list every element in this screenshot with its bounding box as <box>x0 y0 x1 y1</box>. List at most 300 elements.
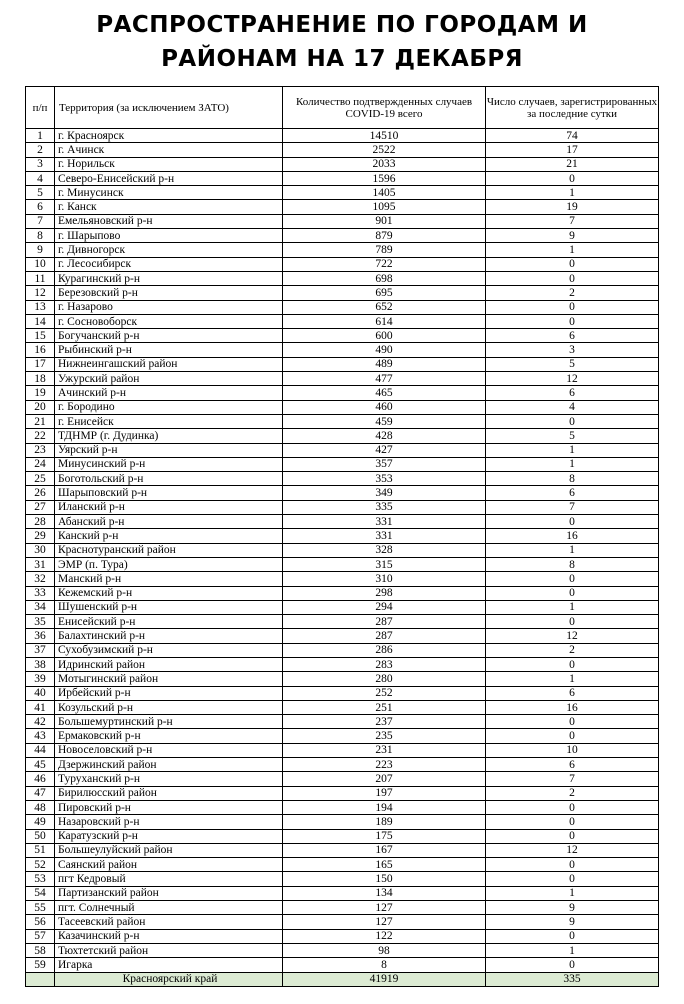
row-territory: Ужурский район <box>55 372 283 386</box>
page-title <box>0 8 684 76</box>
table-row <box>26 657 659 671</box>
row-total: 197 <box>283 786 486 800</box>
row-num: 36 <box>26 629 55 643</box>
row-total: 614 <box>283 314 486 328</box>
row-day: 0 <box>486 715 659 729</box>
row-total: 134 <box>283 886 486 900</box>
row-territory: г. Дивногорск <box>55 243 283 257</box>
row-num: 2 <box>26 143 55 157</box>
row-total: 98 <box>283 943 486 957</box>
table-row <box>26 872 659 886</box>
table-header <box>26 87 659 129</box>
row-num: 31 <box>26 557 55 571</box>
table-row <box>26 400 659 414</box>
row-territory: Северо-Енисейский р-н <box>55 171 283 185</box>
row-territory: Мотыгинский район <box>55 672 283 686</box>
row-territory: Назаровский р-н <box>55 815 283 829</box>
row-territory: Уярский р-н <box>55 443 283 457</box>
row-num: 18 <box>26 372 55 386</box>
table-row <box>26 229 659 243</box>
row-num: 9 <box>26 243 55 257</box>
table-row <box>26 486 659 500</box>
row-territory: Тюхтетский район <box>55 943 283 957</box>
row-day: 8 <box>486 557 659 571</box>
row-day: 0 <box>486 729 659 743</box>
row-total: 127 <box>283 915 486 929</box>
row-total: 901 <box>283 214 486 228</box>
row-territory: Нижнеингашский район <box>55 357 283 371</box>
row-territory: Козульский р-н <box>55 700 283 714</box>
title-line-2: РАЙОНАМ НА 17 ДЕКАБРЯ <box>161 46 523 72</box>
row-total: 2033 <box>283 157 486 171</box>
row-total: 1095 <box>283 200 486 214</box>
row-territory: Канский р-н <box>55 529 283 543</box>
row-num: 55 <box>26 901 55 915</box>
row-num: 1 <box>26 129 55 143</box>
row-total: 189 <box>283 815 486 829</box>
row-territory: пгт. Солнечный <box>55 901 283 915</box>
row-num: 42 <box>26 715 55 729</box>
row-day: 6 <box>486 329 659 343</box>
row-territory: Березовский р-н <box>55 286 283 300</box>
row-day: 2 <box>486 786 659 800</box>
row-territory: г. Лесосибирск <box>55 257 283 271</box>
table-row <box>26 958 659 972</box>
row-total: 331 <box>283 515 486 529</box>
row-territory: Минусинский р-н <box>55 457 283 471</box>
row-territory: г. Канск <box>55 200 283 214</box>
row-territory: г. Сосновоборск <box>55 314 283 328</box>
table-row <box>26 758 659 772</box>
table-row <box>26 915 659 929</box>
row-day: 7 <box>486 214 659 228</box>
table-row <box>26 586 659 600</box>
row-territory: Ермаковский р-н <box>55 729 283 743</box>
row-num: 46 <box>26 772 55 786</box>
row-day: 0 <box>486 872 659 886</box>
table-row <box>26 171 659 185</box>
row-total: 349 <box>283 486 486 500</box>
row-day: 0 <box>486 800 659 814</box>
row-day: 1 <box>486 443 659 457</box>
table-row <box>26 686 659 700</box>
header-total: Количество подтвержденных случаев COVID-19 всего <box>283 87 486 129</box>
row-territory: Ирбейский р-н <box>55 686 283 700</box>
row-num: 20 <box>26 400 55 414</box>
row-day: 0 <box>486 657 659 671</box>
row-day: 4 <box>486 400 659 414</box>
table-row <box>26 557 659 571</box>
row-day: 3 <box>486 343 659 357</box>
row-day: 0 <box>486 929 659 943</box>
table-row <box>26 543 659 557</box>
row-total: 652 <box>283 300 486 314</box>
row-territory: Саянский район <box>55 858 283 872</box>
row-num: 25 <box>26 472 55 486</box>
row-territory: Рыбинский р-н <box>55 343 283 357</box>
row-territory: Бирилюсский район <box>55 786 283 800</box>
row-num: 12 <box>26 286 55 300</box>
row-day: 1 <box>486 600 659 614</box>
row-num: 24 <box>26 457 55 471</box>
row-num: 8 <box>26 229 55 243</box>
row-day: 6 <box>486 386 659 400</box>
row-num: 19 <box>26 386 55 400</box>
row-day: 1 <box>486 457 659 471</box>
row-total: 294 <box>283 600 486 614</box>
table-row <box>26 214 659 228</box>
row-num: 10 <box>26 257 55 271</box>
table-row <box>26 672 659 686</box>
row-day: 6 <box>486 758 659 772</box>
row-num: 49 <box>26 815 55 829</box>
row-total: 459 <box>283 414 486 428</box>
row-total: 122 <box>283 929 486 943</box>
table-row <box>26 129 659 143</box>
table-row <box>26 457 659 471</box>
row-num: 6 <box>26 200 55 214</box>
row-territory: Абанский р-н <box>55 515 283 529</box>
row-day: 21 <box>486 157 659 171</box>
row-total: 460 <box>283 400 486 414</box>
row-num: 33 <box>26 586 55 600</box>
row-territory: г. Ачинск <box>55 143 283 157</box>
row-total: 695 <box>283 286 486 300</box>
row-total: 207 <box>283 772 486 786</box>
table-row <box>26 858 659 872</box>
row-total: 600 <box>283 329 486 343</box>
table-row <box>26 314 659 328</box>
row-day: 12 <box>486 629 659 643</box>
row-territory: Балахтинский р-н <box>55 629 283 643</box>
row-territory: г. Енисейск <box>55 414 283 428</box>
row-day: 12 <box>486 372 659 386</box>
row-day: 6 <box>486 686 659 700</box>
row-day: 7 <box>486 500 659 514</box>
row-num: 17 <box>26 357 55 371</box>
table-row <box>26 943 659 957</box>
row-num: 48 <box>26 800 55 814</box>
table-row <box>26 729 659 743</box>
table-row <box>26 472 659 486</box>
covid-cases-table <box>25 86 659 987</box>
row-num: 37 <box>26 643 55 657</box>
row-territory: г. Назарово <box>55 300 283 314</box>
row-territory: г. Красноярск <box>55 129 283 143</box>
row-territory: пгт Кедровый <box>55 872 283 886</box>
row-num: 15 <box>26 329 55 343</box>
row-day: 2 <box>486 643 659 657</box>
row-num: 32 <box>26 572 55 586</box>
row-total: 428 <box>283 429 486 443</box>
table-row <box>26 329 659 343</box>
row-territory: Краснотуранский район <box>55 543 283 557</box>
row-num: 51 <box>26 843 55 857</box>
table-row <box>26 600 659 614</box>
row-total: 237 <box>283 715 486 729</box>
row-territory: Шарыповский р-н <box>55 486 283 500</box>
row-day: 1 <box>486 886 659 900</box>
row-day: 0 <box>486 829 659 843</box>
row-total: 286 <box>283 643 486 657</box>
row-day: 0 <box>486 586 659 600</box>
row-territory: Большемуртинский р-н <box>55 715 283 729</box>
row-num: 30 <box>26 543 55 557</box>
table-row <box>26 700 659 714</box>
table-row <box>26 615 659 629</box>
header-day: Число случаев, зарегистрированных за последние сутки <box>486 87 659 129</box>
row-day: 19 <box>486 200 659 214</box>
row-territory: ЭМР (п. Тура) <box>55 557 283 571</box>
table-footer <box>26 972 659 986</box>
row-total: 353 <box>283 472 486 486</box>
row-total: 287 <box>283 629 486 643</box>
row-total: 280 <box>283 672 486 686</box>
table-row <box>26 572 659 586</box>
row-num: 50 <box>26 829 55 843</box>
total-cases: 41919 <box>283 972 486 986</box>
row-day: 16 <box>486 700 659 714</box>
row-territory: Тасеевский район <box>55 915 283 929</box>
row-day: 17 <box>486 143 659 157</box>
row-total: 490 <box>283 343 486 357</box>
row-day: 0 <box>486 515 659 529</box>
table-row <box>26 271 659 285</box>
row-day: 74 <box>486 129 659 143</box>
row-total: 335 <box>283 500 486 514</box>
row-territory: г. Бородино <box>55 400 283 414</box>
row-day: 0 <box>486 314 659 328</box>
row-territory: Манский р-н <box>55 572 283 586</box>
row-territory: Боготольский р-н <box>55 472 283 486</box>
row-day: 10 <box>486 743 659 757</box>
row-territory: Игарка <box>55 958 283 972</box>
row-num: 28 <box>26 515 55 529</box>
table-row <box>26 743 659 757</box>
table-row <box>26 500 659 514</box>
table-row <box>26 343 659 357</box>
table-row <box>26 815 659 829</box>
row-num: 47 <box>26 786 55 800</box>
row-total: 165 <box>283 858 486 872</box>
row-total: 175 <box>283 829 486 843</box>
table-row <box>26 357 659 371</box>
row-total: 194 <box>283 800 486 814</box>
row-total: 252 <box>283 686 486 700</box>
row-total: 251 <box>283 700 486 714</box>
row-day: 0 <box>486 300 659 314</box>
row-day: 9 <box>486 901 659 915</box>
row-territory: Енисейский р-н <box>55 615 283 629</box>
row-total: 310 <box>283 572 486 586</box>
row-num: 23 <box>26 443 55 457</box>
table-row <box>26 829 659 843</box>
row-territory: Большеулуйский район <box>55 843 283 857</box>
row-territory: Партизанский район <box>55 886 283 900</box>
table-row <box>26 886 659 900</box>
row-total: 235 <box>283 729 486 743</box>
table-row <box>26 286 659 300</box>
row-territory: Сухобузимский р-н <box>55 643 283 657</box>
row-territory: Дзержинский район <box>55 758 283 772</box>
row-territory: ТДНМР (г. Дудинка) <box>55 429 283 443</box>
row-num: 26 <box>26 486 55 500</box>
row-total: 298 <box>283 586 486 600</box>
row-territory: г. Минусинск <box>55 186 283 200</box>
table-row <box>26 629 659 643</box>
row-day: 5 <box>486 357 659 371</box>
row-num: 3 <box>26 157 55 171</box>
title-line-1: РАСПРОСТРАНЕНИЕ ПО ГОРОДАМ И <box>96 12 588 38</box>
table-row <box>26 157 659 171</box>
row-total: 331 <box>283 529 486 543</box>
table-row <box>26 372 659 386</box>
row-territory: Ачинский р-н <box>55 386 283 400</box>
table-row <box>26 386 659 400</box>
row-total: 150 <box>283 872 486 886</box>
row-num: 45 <box>26 758 55 772</box>
row-territory: Пировский р-н <box>55 800 283 814</box>
row-num: 21 <box>26 414 55 428</box>
row-num: 27 <box>26 500 55 514</box>
table-row <box>26 643 659 657</box>
row-territory: Шушенский р-н <box>55 600 283 614</box>
row-num: 40 <box>26 686 55 700</box>
row-num: 58 <box>26 943 55 957</box>
row-num: 57 <box>26 929 55 943</box>
row-num: 16 <box>26 343 55 357</box>
row-num: 41 <box>26 700 55 714</box>
row-num: 56 <box>26 915 55 929</box>
row-num: 7 <box>26 214 55 228</box>
row-total: 283 <box>283 657 486 671</box>
row-total: 2522 <box>283 143 486 157</box>
row-total: 465 <box>283 386 486 400</box>
row-day: 8 <box>486 472 659 486</box>
row-day: 5 <box>486 429 659 443</box>
table-row <box>26 443 659 457</box>
row-total: 1405 <box>283 186 486 200</box>
total-territory: Красноярский край <box>55 972 283 986</box>
row-territory: Туруханский р-н <box>55 772 283 786</box>
row-day: 6 <box>486 486 659 500</box>
row-territory: Курагинский р-н <box>55 271 283 285</box>
row-total: 127 <box>283 901 486 915</box>
row-num: 35 <box>26 615 55 629</box>
row-total: 328 <box>283 543 486 557</box>
row-territory: Иланский р-н <box>55 500 283 514</box>
header-num: п/п <box>26 87 55 129</box>
row-num: 59 <box>26 958 55 972</box>
row-total: 315 <box>283 557 486 571</box>
header-row <box>26 87 659 129</box>
table-row <box>26 772 659 786</box>
row-day: 7 <box>486 772 659 786</box>
row-num: 53 <box>26 872 55 886</box>
table-row <box>26 429 659 443</box>
row-day: 0 <box>486 572 659 586</box>
row-total: 167 <box>283 843 486 857</box>
row-day: 1 <box>486 243 659 257</box>
row-territory: г. Норильск <box>55 157 283 171</box>
total-num-cell <box>26 972 55 986</box>
table-row <box>26 715 659 729</box>
row-day: 1 <box>486 543 659 557</box>
row-num: 13 <box>26 300 55 314</box>
row-day: 9 <box>486 915 659 929</box>
total-row <box>26 972 659 986</box>
row-num: 44 <box>26 743 55 757</box>
row-day: 0 <box>486 271 659 285</box>
table-row <box>26 143 659 157</box>
row-day: 0 <box>486 958 659 972</box>
row-num: 52 <box>26 858 55 872</box>
header-territory: Территория (за исключением ЗАТО) <box>55 87 283 129</box>
row-total: 223 <box>283 758 486 772</box>
row-total: 231 <box>283 743 486 757</box>
row-num: 38 <box>26 657 55 671</box>
row-total: 477 <box>283 372 486 386</box>
row-num: 5 <box>26 186 55 200</box>
table-row <box>26 257 659 271</box>
row-day: 0 <box>486 414 659 428</box>
row-num: 22 <box>26 429 55 443</box>
row-territory: г. Шарыпово <box>55 229 283 243</box>
row-total: 427 <box>283 443 486 457</box>
row-day: 0 <box>486 858 659 872</box>
row-territory: Емельяновский р-н <box>55 214 283 228</box>
table-row <box>26 901 659 915</box>
row-territory: Новоселовский р-н <box>55 743 283 757</box>
row-total: 8 <box>283 958 486 972</box>
row-total: 287 <box>283 615 486 629</box>
row-total: 879 <box>283 229 486 243</box>
row-total: 789 <box>283 243 486 257</box>
row-num: 54 <box>26 886 55 900</box>
row-territory: Казачинский р-н <box>55 929 283 943</box>
row-day: 12 <box>486 843 659 857</box>
row-day: 0 <box>486 815 659 829</box>
row-day: 1 <box>486 186 659 200</box>
row-day: 0 <box>486 171 659 185</box>
table-row <box>26 186 659 200</box>
table-row <box>26 529 659 543</box>
table-row <box>26 843 659 857</box>
row-day: 0 <box>486 615 659 629</box>
row-num: 11 <box>26 271 55 285</box>
total-day-cases: 335 <box>486 972 659 986</box>
row-num: 43 <box>26 729 55 743</box>
row-num: 29 <box>26 529 55 543</box>
row-total: 14510 <box>283 129 486 143</box>
table-row <box>26 786 659 800</box>
row-total: 722 <box>283 257 486 271</box>
row-day: 9 <box>486 229 659 243</box>
row-num: 4 <box>26 171 55 185</box>
row-territory: Каратузский р-н <box>55 829 283 843</box>
row-total: 698 <box>283 271 486 285</box>
table-row <box>26 243 659 257</box>
row-num: 39 <box>26 672 55 686</box>
row-day: 1 <box>486 943 659 957</box>
table-body <box>26 129 659 973</box>
row-territory: Идринский район <box>55 657 283 671</box>
table-row <box>26 414 659 428</box>
table-row <box>26 929 659 943</box>
table-row <box>26 300 659 314</box>
row-total: 489 <box>283 357 486 371</box>
table-row <box>26 515 659 529</box>
